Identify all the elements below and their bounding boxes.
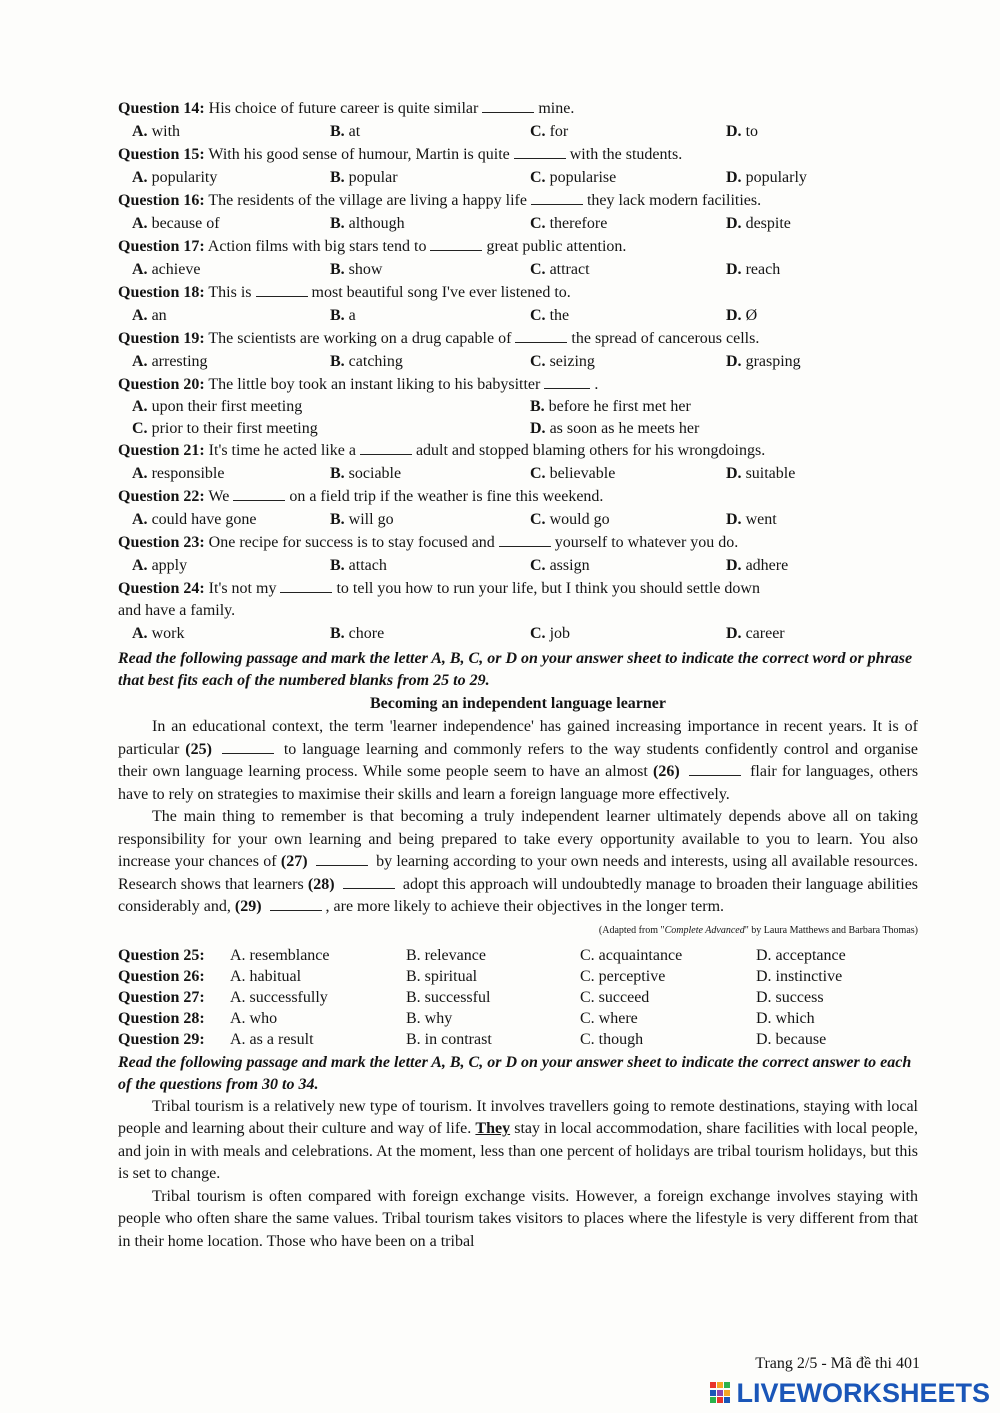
answer-blank[interactable] [430,236,482,251]
stem: they lack modern facilities. [586,192,762,209]
option-b[interactable]: B. catching [330,353,403,370]
option-a[interactable]: A. habitual [230,967,302,985]
options-21 [118,462,918,486]
answer-blank-29[interactable] [270,896,322,911]
reading-paragraph-2: Tribal tourism is often compared with foreign exchange visits. However, a foreign exchange involves staying with people who often share the same values. Tribal tourism takes visitors to places where the lifestyle is very different from that in their home location. Those who have been on a tribal [118,1187,918,1250]
option-d[interactable]: D. success [756,988,824,1006]
answer-blank-26[interactable] [689,761,741,776]
options-19 [118,350,918,374]
stem: yourself to whatever you do. [554,534,739,551]
stem: His choice of future career is quite similar [208,100,479,117]
option-c[interactable]: C. the [530,307,570,324]
answer-blank[interactable] [256,282,308,297]
question-label: Question 21: [118,442,205,459]
option-b[interactable]: B. before he first met her [530,398,691,415]
option-d[interactable]: D. career [726,625,785,642]
question-label: Question 19: [118,330,205,347]
option-b[interactable]: B. in contrast [406,1030,492,1048]
answer-blank[interactable] [233,486,285,501]
options-22 [118,508,918,532]
option-c[interactable]: C. assign [530,557,590,574]
answer-blank[interactable] [531,190,583,205]
option-c[interactable]: C. therefore [530,215,608,232]
stem: the spread of cancerous cells. [571,330,760,347]
option-b[interactable]: B. although [330,215,405,232]
question-18 [118,282,918,304]
question-24 [118,578,918,622]
answer-blank[interactable] [544,374,590,389]
option-d[interactable]: D. grasping [726,353,801,370]
passage-paragraph-2: The main thing to remember is that becoming a truly independent learner ultimately depends above all on taking responsibility for your own learning and being prepared to take every opportunity available to you to learn. You also increase your chances of (27) by learning according to your own needs and interests, using all available resources. Research shows that learners (28) adopt this approach will undoubtedly manage to broaden their language abilities considerably and, (29) , are more likely to achieve their objectives in the longer term. [118,808,919,915]
option-d[interactable]: D. went [726,511,777,528]
option-b[interactable]: B. attach [330,557,387,574]
option-a[interactable]: A. work [132,625,185,642]
answer-blank[interactable] [515,328,567,343]
grid-row-26: Question 26: A. habitual B. spiritual C. perceptive D. instinctive [118,967,843,985]
option-a[interactable]: A. responsible [132,465,225,482]
grid-row-27: Question 27: A. successfully B. successful C. succeed D. success [118,988,824,1006]
options-20-row2 [118,418,918,440]
answer-blank-28[interactable] [343,874,395,889]
blank-number-27: (27) [280,853,308,870]
question-label: Question 23: [118,534,205,551]
stem: One recipe for success is to stay focused and [208,534,495,551]
option-a[interactable]: A. with [132,123,181,140]
logo-icon [710,1382,732,1404]
option-d[interactable]: D. despite [726,215,791,232]
blank-number-29: (29) [234,898,262,915]
option-b[interactable]: B. spiritual [406,967,478,985]
reading-paragraph-1: Tribal tourism is a relatively new type of tourism. It involves travellers going to remote destinations, staying with local people and learning about their culture and way of life. They stay in local accommodation, share facilities with local people, and join in with meals and celebrations. At the moment, less than one percent of holidays are tribal tourism holidays, but this is set to change. [118,1097,919,1182]
question-20 [118,374,918,396]
stem: Action films with big stars tend to [207,238,427,255]
stem: mine. [538,100,575,117]
option-c[interactable]: C. seizing [530,353,595,370]
grid-row-29: Question 29: A. as a result B. in contrast C. though D. because [118,1030,827,1048]
stem: The residents of the village are living a happy life [208,192,527,209]
option-b[interactable]: B. popular [330,169,398,186]
option-a[interactable]: A. an [132,307,167,324]
blank-number-25: (25) [185,740,212,758]
stem: It's not my [208,580,277,597]
options-24 [118,622,918,646]
option-a[interactable]: A. apply [132,557,188,574]
option-c[interactable]: C. would go [530,511,610,528]
stem: The scientists are working on a drug capable of [208,330,512,347]
stem: It's time he acted like a [208,442,356,459]
option-d[interactable]: D. to [726,123,759,140]
question-label: Question 16: [118,192,205,209]
options-16 [118,212,918,236]
option-c[interactable]: C. attract [530,261,590,278]
option-c[interactable]: C. acquaintance [580,946,683,964]
question-label: Question 22: [118,488,205,505]
option-d[interactable]: D. Ø [726,307,758,324]
stem: adult and stopped blaming others for his wrongdoings. [415,442,766,459]
option-a[interactable]: A. could have gone [132,511,257,528]
option-d[interactable]: D. acceptance [756,946,846,964]
blank-number-26: (26) [653,763,680,780]
question-22 [118,486,918,508]
liveworksheets-logo[interactable] [710,1378,990,1408]
question-19 [118,328,918,350]
question-23 [118,532,918,554]
answer-blank[interactable] [360,440,412,455]
option-a[interactable]: A. who [230,1009,278,1027]
passage-paragraph-1: In an educational context, the term 'learner independence' has gained increasing importance in recent years. It is of particular (25) to language learning and commonly refers to the way students confidently control and organise their own language learning process. While some people seem to have an almost (26) flair for languages, others have to rely on strategies to maximise their skills and learn a foreign language more effectively. [118,718,919,803]
stem: with the students. [569,146,683,163]
question-17 [118,236,918,258]
stem: most beautiful song I've ever listened to. [311,284,571,301]
options-18 [118,304,918,328]
instruction-reading: Read the following passage and mark the letter A, B, C, or D on your answer sheet to indicate the correct answer to each of the questions from 30 to 34. [118,1053,912,1093]
option-a[interactable]: A. resemblance [230,946,330,964]
option-a[interactable]: A. arresting [132,353,208,370]
options-15 [118,166,918,190]
answer-blank[interactable] [499,532,551,547]
option-b[interactable]: B. will go [330,511,394,528]
option-c[interactable]: C. popularise [530,169,617,186]
option-c[interactable]: C. prior to their first meeting [132,420,318,437]
stem: The little boy took an instant liking to his babysitter [208,376,541,393]
option-d[interactable]: D. instinctive [756,967,843,985]
question-label: Question 24: [118,580,205,597]
question-label: Question 15: [118,146,205,163]
underlined-word: They [475,1120,511,1137]
option-c[interactable]: C. where [580,1009,638,1027]
passage-source: (Adapted from "Complete Advanced" by Laura Matthews and Barbara Thomas) [598,924,918,936]
blank-number-28: (28) [307,875,335,893]
option-d[interactable]: D. because [756,1030,827,1048]
answer-blank[interactable] [280,578,332,593]
instruction-cloze: Read the following passage and mark the letter A, B, C, or D on your answer sheet to indicate the correct word or phrase that best fits each of the numbered blanks from 25 to 29. [118,650,913,689]
option-c[interactable]: C. believable [530,465,616,482]
option-a[interactable]: A. because of [132,215,220,232]
answer-blank-27[interactable] [316,851,368,866]
option-c[interactable]: C. succeed [580,988,650,1006]
worksheet-page [118,98,918,1253]
stem: . [594,376,599,393]
stem: We [208,488,230,505]
option-d[interactable]: D. reach [726,261,781,278]
option-c[interactable]: C. perceptive [580,967,666,985]
option-d[interactable]: D. popularly [726,169,807,186]
option-a[interactable]: A. upon their first meeting [132,398,303,415]
option-b[interactable]: B. successful [406,988,491,1006]
stem: on a field trip if the weather is fine this weekend. [289,488,604,505]
option-b[interactable]: B. sociable [330,465,402,482]
option-b[interactable]: B. show [330,261,383,278]
options-14 [118,120,918,144]
option-c[interactable]: C. for [530,123,569,140]
question-label: Question 18: [118,284,205,301]
question-label: Question 20: [118,376,205,393]
option-b[interactable]: B. relevance [406,946,486,964]
grid-row-25: Question 25: A. resemblance B. relevance C. acquaintance D. acceptance [118,946,846,964]
stem: With his good sense of humour, Martin is quite [208,146,510,163]
grid-row-28: Question 28: A. who B. why C. where D. which [118,1009,815,1027]
answer-blank[interactable] [482,98,534,113]
question-21 [118,440,918,462]
option-d[interactable]: D. which [756,1009,815,1027]
question-label: Question 14: [118,100,205,117]
answer-blank[interactable] [514,144,566,159]
option-d[interactable]: D. suitable [726,465,796,482]
option-b[interactable]: B. a [330,307,356,324]
option-b[interactable]: B. why [406,1009,453,1027]
question-label: Question 17: [118,238,205,255]
logo-text: LIVEWORKSHEETS [736,1377,990,1408]
stem: This is [208,284,252,301]
stem: to tell you how to run your life, but I think you should settle down [336,580,760,597]
option-c[interactable]: C. job [530,625,571,642]
option-a[interactable]: A. as a result [230,1030,314,1048]
option-d[interactable]: D. as soon as he meets her [530,420,700,437]
answer-blank-25[interactable] [222,739,274,754]
question-14 [118,98,918,120]
stem-continued: and have a family. [118,602,236,619]
stem: great public attention. [486,238,627,255]
option-b[interactable]: B. at [330,123,361,140]
question-15 [118,144,918,166]
option-a[interactable]: A. achieve [132,261,201,278]
options-23 [118,554,918,578]
option-a[interactable]: A. popularity [132,169,218,186]
option-d[interactable]: D. adhere [726,557,789,574]
passage-title: Becoming an independent language learner [369,695,666,712]
options-20-row1 [118,396,918,418]
options-grid-25-29 [118,945,918,1050]
options-17 [118,258,918,282]
question-16 [118,190,918,212]
page-footer: Trang 2/5 - Mã đề thi 401 [755,1355,920,1372]
option-b[interactable]: B. chore [330,625,385,642]
option-c[interactable]: C. though [580,1030,644,1048]
option-a[interactable]: A. successfully [230,988,328,1006]
